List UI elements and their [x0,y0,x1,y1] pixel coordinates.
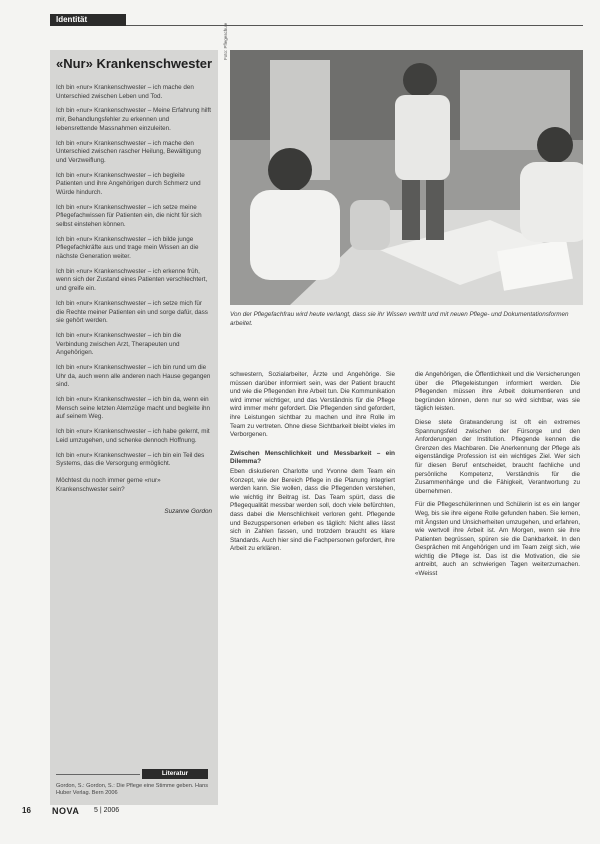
literature-heading: Literatur [142,769,208,779]
sidebar-item: Ich bin «nur» Krankenschwester – ich mache den Unterschied zwischen rascher Heilung, Bewältigung und Verzweiflung. [56,139,201,164]
sidebar-item: Ich bin «nur» Krankenschwester – ich bin rund um die Uhr da, auch wenn alle anderen nach Hause gegangen sind. [56,364,211,389]
sidebar-item: Ich bin «nur» Krankenschwester – ich habe gelernt, mit Leid umzugehen, und schenke dennoch Hoffnung. [56,428,210,444]
paragraph: schwestern, Sozialarbeiter, Ärzte und Angehörige. Sie müssen darüber informiert sein, was der Patient braucht und wie die Pflegenden ihre Arbeit tun. Die Kommunikation wird immer wichtiger, und das Verständnis für die Pflege wird immer mehr gefordert. Die Pflegenden sind gefordert, ihre Leistungen sichtbar zu machen und ihre Rolle im Team zu vertreten. Ohne diese Sichtbarkeit bleibt vieles im Verborgenen. [230,371,395,439]
photo-credit: Foto: Pflegeschule [223,22,228,60]
literature-text: Gordon, S.: Gordon, S.: Die Pflege eine Stimme geben. Hans Huber Verlag. Bern 2006 [56,783,209,797]
sidebar-title: «Nur» Krankenschwester [56,56,213,71]
article-column-2 [415,371,580,584]
sidebar-item: Ich bin «nur» Krankenschwester – ich mache den Unterschied zwischen Leben und Tod. [56,84,194,100]
article-column-1 [230,371,395,559]
photo-caption: Von der Pflegefachfrau wird heute verlangt, dass sie ihr Wissen vertritt und mit neuen Pflege- und Dokumentationsformen arbeitet. [230,311,569,327]
sidebar-item: Ich bin «nur» Krankenschwester – ich begleite Patienten und ihre Angehörigen durch Schmerz und Würde hindurch. [56,171,201,196]
sidebar-signature: Suzanne Gordon [164,508,212,516]
magazine-logo: NOVA [52,806,80,816]
issue-label: 5 | 2006 [94,807,120,814]
sidebar-item: Ich bin «nur» Krankenschwester – ich bin da, wenn ein Mensch seine letzten Atemzüge macht und begleite ihn auf seinem Weg. [56,396,211,421]
sidebar-item: Ich bin «nur» Krankenschwester – ich setze meine Pflegefachwissen für Patienten ein, die nicht für sich selbst einstehen können. [56,203,202,228]
paragraph: Diese stete Gratwanderung ist oft ein extremes Spannungsfeld zwischen der Fürsorge und den Anforderungen der Institution. Pflegende kennen die Grenzen des Machbaren. Die Anerkennung der Pflege als eigenständige Profession ist ein wichtiges Ziel. Wer sich für diesen Beruf entscheidet, braucht fachliche und persönliche Kompetenz, Verständnis für die Zusammenhänge und die Fähigkeit, Verantwortung zu übernehmen. [415,418,580,495]
sidebar-item: Ich bin «nur» Krankenschwester – ich setze mich für die Rechte meiner Patienten ein und sorge dafür, dass sie gehört werden. [56,299,208,325]
paragraph: Eben diskutieren Charlotte und Yvonne dem Team ein Konzept, wie der Bereich Pflege in die Planung integriert werden kann. Sie wollen, dass die Pflegenden verstehen, wie wichtig ihr Beitrag ist. Das Team spürt, dass die Pflegequalität messbar werden soll, doch viele befürchten, dass dabei die Menschlichkeit verloren geht. Pflegende und Bezugspersonen erleben es täglich: Nicht alles lässt sich in Zahlen fassen, und trotzdem braucht es klare Standards. Auch hier sind die Fachpersonen gefordert, ihre Arbeit zu erklären. [230,467,395,553]
subheading: Zwischen Menschlichkeit und Messbarkeit – ein Dilemma? [230,449,395,466]
nurses-photo [230,50,583,305]
sidebar-box [50,50,218,805]
paragraph: die Angehörigen, die Öffentlichkeit und die Versicherungen über die Pflegeleistungen informiert werden. Die Pflegenden müssen ihre Arbeit dokumentieren und begründen können, denn nur so wird sichtbar, was sie täglich leisten. [415,371,580,413]
sidebar-closing: Möchtest du noch immer gerne «nur» Krankenschwester sein? [56,476,161,493]
sidebar-item: Ich bin «nur» Krankenschwester – Meine Erfahrung hilft mir, Behandlungsfehler zu erkennen und lebensrettende Massnahmen einzuleiten. [56,107,212,132]
sidebar-item: Ich bin «nur» Krankenschwester – ich bin die Verbindung zwischen Arzt, Therapeuten und Angehörigen. [56,332,182,357]
sidebar-item: Ich bin «nur» Krankenschwester – ich bin ein Teil des Systems, das die Versorgung ermöglicht. [56,451,205,468]
photo-illustration [230,50,583,305]
sidebar-item: Ich bin «nur» Krankenschwester – ich bilde junge Pflegefachkräfte aus und trage mein Wissen an die nächste Generation weiter. [56,235,199,260]
page-footer [22,806,120,816]
sidebar-list [56,84,212,521]
literature-rule [56,774,140,775]
page-number: 16 [22,806,31,815]
section-tab: Identität [50,14,126,26]
paragraph: Für die Pflegeschülerinnen und Schülerin ist es ein langer Weg, bis sie ihre eigene Rolle gefunden haben. Sie lernen, mit Ängsten und Unsicherheiten umzugehen, und erfahren, wie wertvoll ihre Arbeit ist. Am Morgen, wenn sie ihre Patienten begrüssen, spüren sie die Dankbarkeit. In den Gesprächen mit Angehörigen und im Team zeigt sich, wie wichtig die Pflege ist. Das ist die Motivation, die sie antreibt, auch an schwierigen Tagen weiterzumachen. «Weisst [415,501,580,578]
header-rule [126,25,583,26]
sidebar-item: Ich bin «nur» Krankenschwester – ich erkenne früh, wenn sich der Zustand eines Patienten verschlechtert, und greife ein. [56,267,208,293]
